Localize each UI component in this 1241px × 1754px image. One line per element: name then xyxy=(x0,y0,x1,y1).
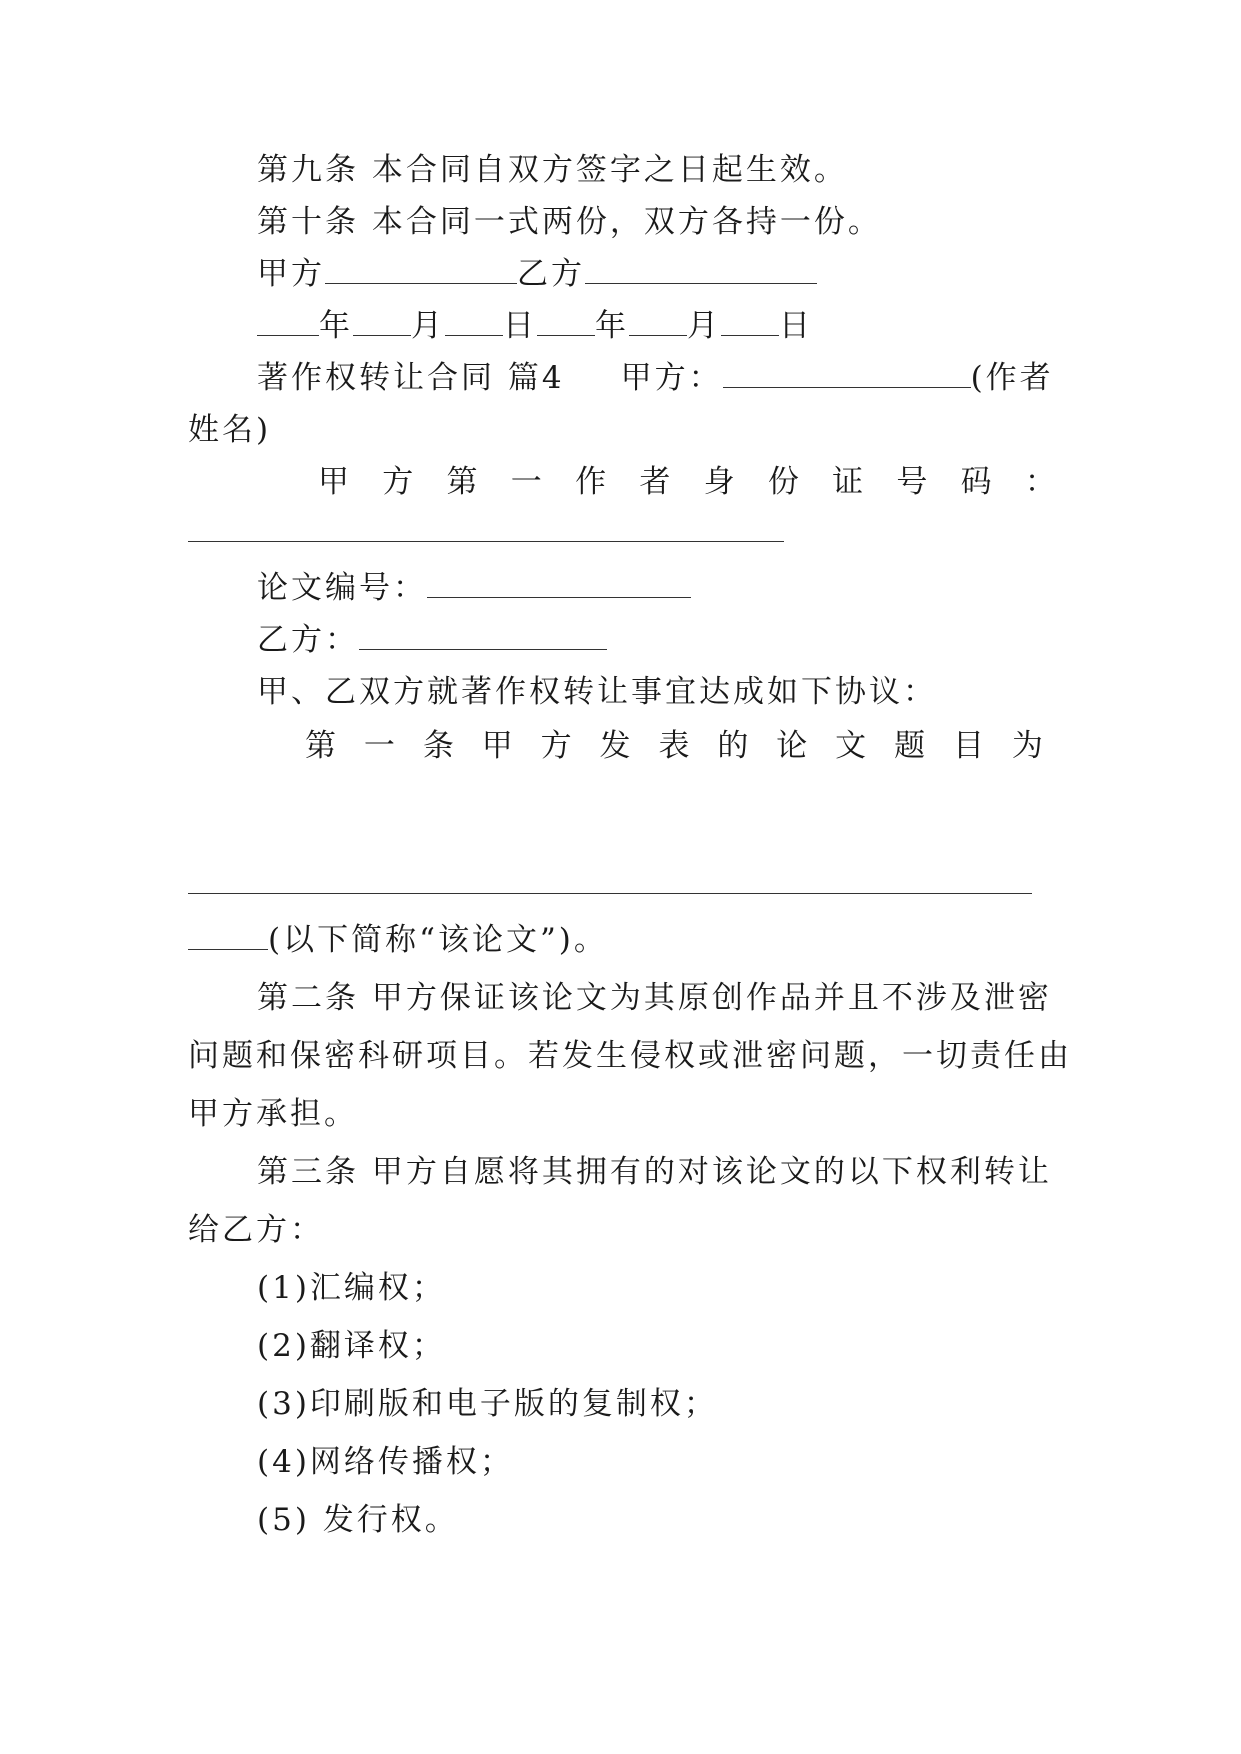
day-blank-a[interactable] xyxy=(445,311,503,336)
date-line xyxy=(257,308,1058,344)
party-b-line xyxy=(257,622,1058,658)
right-item: (5) 发行权。 xyxy=(257,1502,459,1538)
party-a-signature-blank[interactable] xyxy=(325,259,517,284)
article-1-lead: 第 一 条 甲 方 发 表 的 论 文 题 目 为 xyxy=(305,728,1043,764)
month-blank-a[interactable] xyxy=(353,311,411,336)
id-number-label: 甲 方 第 一 作 者 身 份 证 号 码 ： xyxy=(318,464,1056,500)
article-2-line-3: 甲方承担。 xyxy=(188,1096,358,1132)
paper-title-blank-end[interactable] xyxy=(188,925,268,950)
month-blank-b[interactable] xyxy=(629,311,687,336)
year-blank-a[interactable] xyxy=(257,311,319,336)
header-party-a-label: 甲方： xyxy=(620,360,723,396)
sign-party-b-label: 乙方 xyxy=(517,256,585,292)
day-label-a: 日 xyxy=(503,308,537,344)
day-blank-b[interactable] xyxy=(721,311,779,336)
id-number-blank[interactable] xyxy=(188,541,784,542)
contract-header-line xyxy=(257,360,1058,396)
year-blank-b[interactable] xyxy=(537,311,595,336)
year-label-a: 年 xyxy=(319,308,353,344)
article-9: 第九条 本合同自双方签字之日起生效。 xyxy=(257,152,848,188)
paper-number-blank[interactable] xyxy=(427,573,691,598)
day-label-b: 日 xyxy=(779,308,813,344)
right-item: (3)印刷版和电子版的复制权； xyxy=(257,1386,718,1422)
article-10: 第十条 本合同一式两份，双方各持一份。 xyxy=(257,204,882,240)
agreement-intro: 甲、乙双方就著作权转让事宜达成如下协议： xyxy=(257,674,937,710)
article-1-tail xyxy=(188,922,1058,958)
article-3-line-2: 给乙方： xyxy=(188,1212,324,1248)
month-label-b: 月 xyxy=(687,308,721,344)
party-b-label: 乙方： xyxy=(257,622,359,658)
author-name-blank[interactable] xyxy=(723,363,971,388)
right-item: (2)翻译权； xyxy=(257,1328,446,1364)
sign-party-a-label: 甲方 xyxy=(257,256,325,292)
right-item: (4)网络传播权； xyxy=(257,1444,514,1480)
short-name-note: (以下简称“该论文”)。 xyxy=(268,922,608,958)
party-b-signature-blank[interactable] xyxy=(585,259,817,284)
paper-number-line xyxy=(257,570,1058,606)
party-b-blank[interactable] xyxy=(359,625,607,650)
right-item: (1)汇编权； xyxy=(257,1270,446,1306)
year-label-b: 年 xyxy=(595,308,629,344)
signature-line xyxy=(257,256,1058,292)
article-3-line-1: 第三条 甲方自愿将其拥有的对该论文的以下权利转让 xyxy=(257,1154,1052,1190)
paper-number-label: 论文编号： xyxy=(257,570,427,606)
article-2-line-1: 第二条 甲方保证该论文为其原创作品并且不涉及泄密 xyxy=(257,980,1052,1016)
author-note-open: (作者 xyxy=(970,360,1054,396)
author-note-close: 姓名) xyxy=(188,412,272,448)
paper-title-blank[interactable] xyxy=(188,893,1032,894)
contract-title: 著作权转让合同 篇4 xyxy=(257,360,565,396)
article-2-line-2: 问题和保密科研项目。若发生侵权或泄密问题，一切责任由 xyxy=(188,1038,1072,1074)
month-label-a: 月 xyxy=(411,308,445,344)
